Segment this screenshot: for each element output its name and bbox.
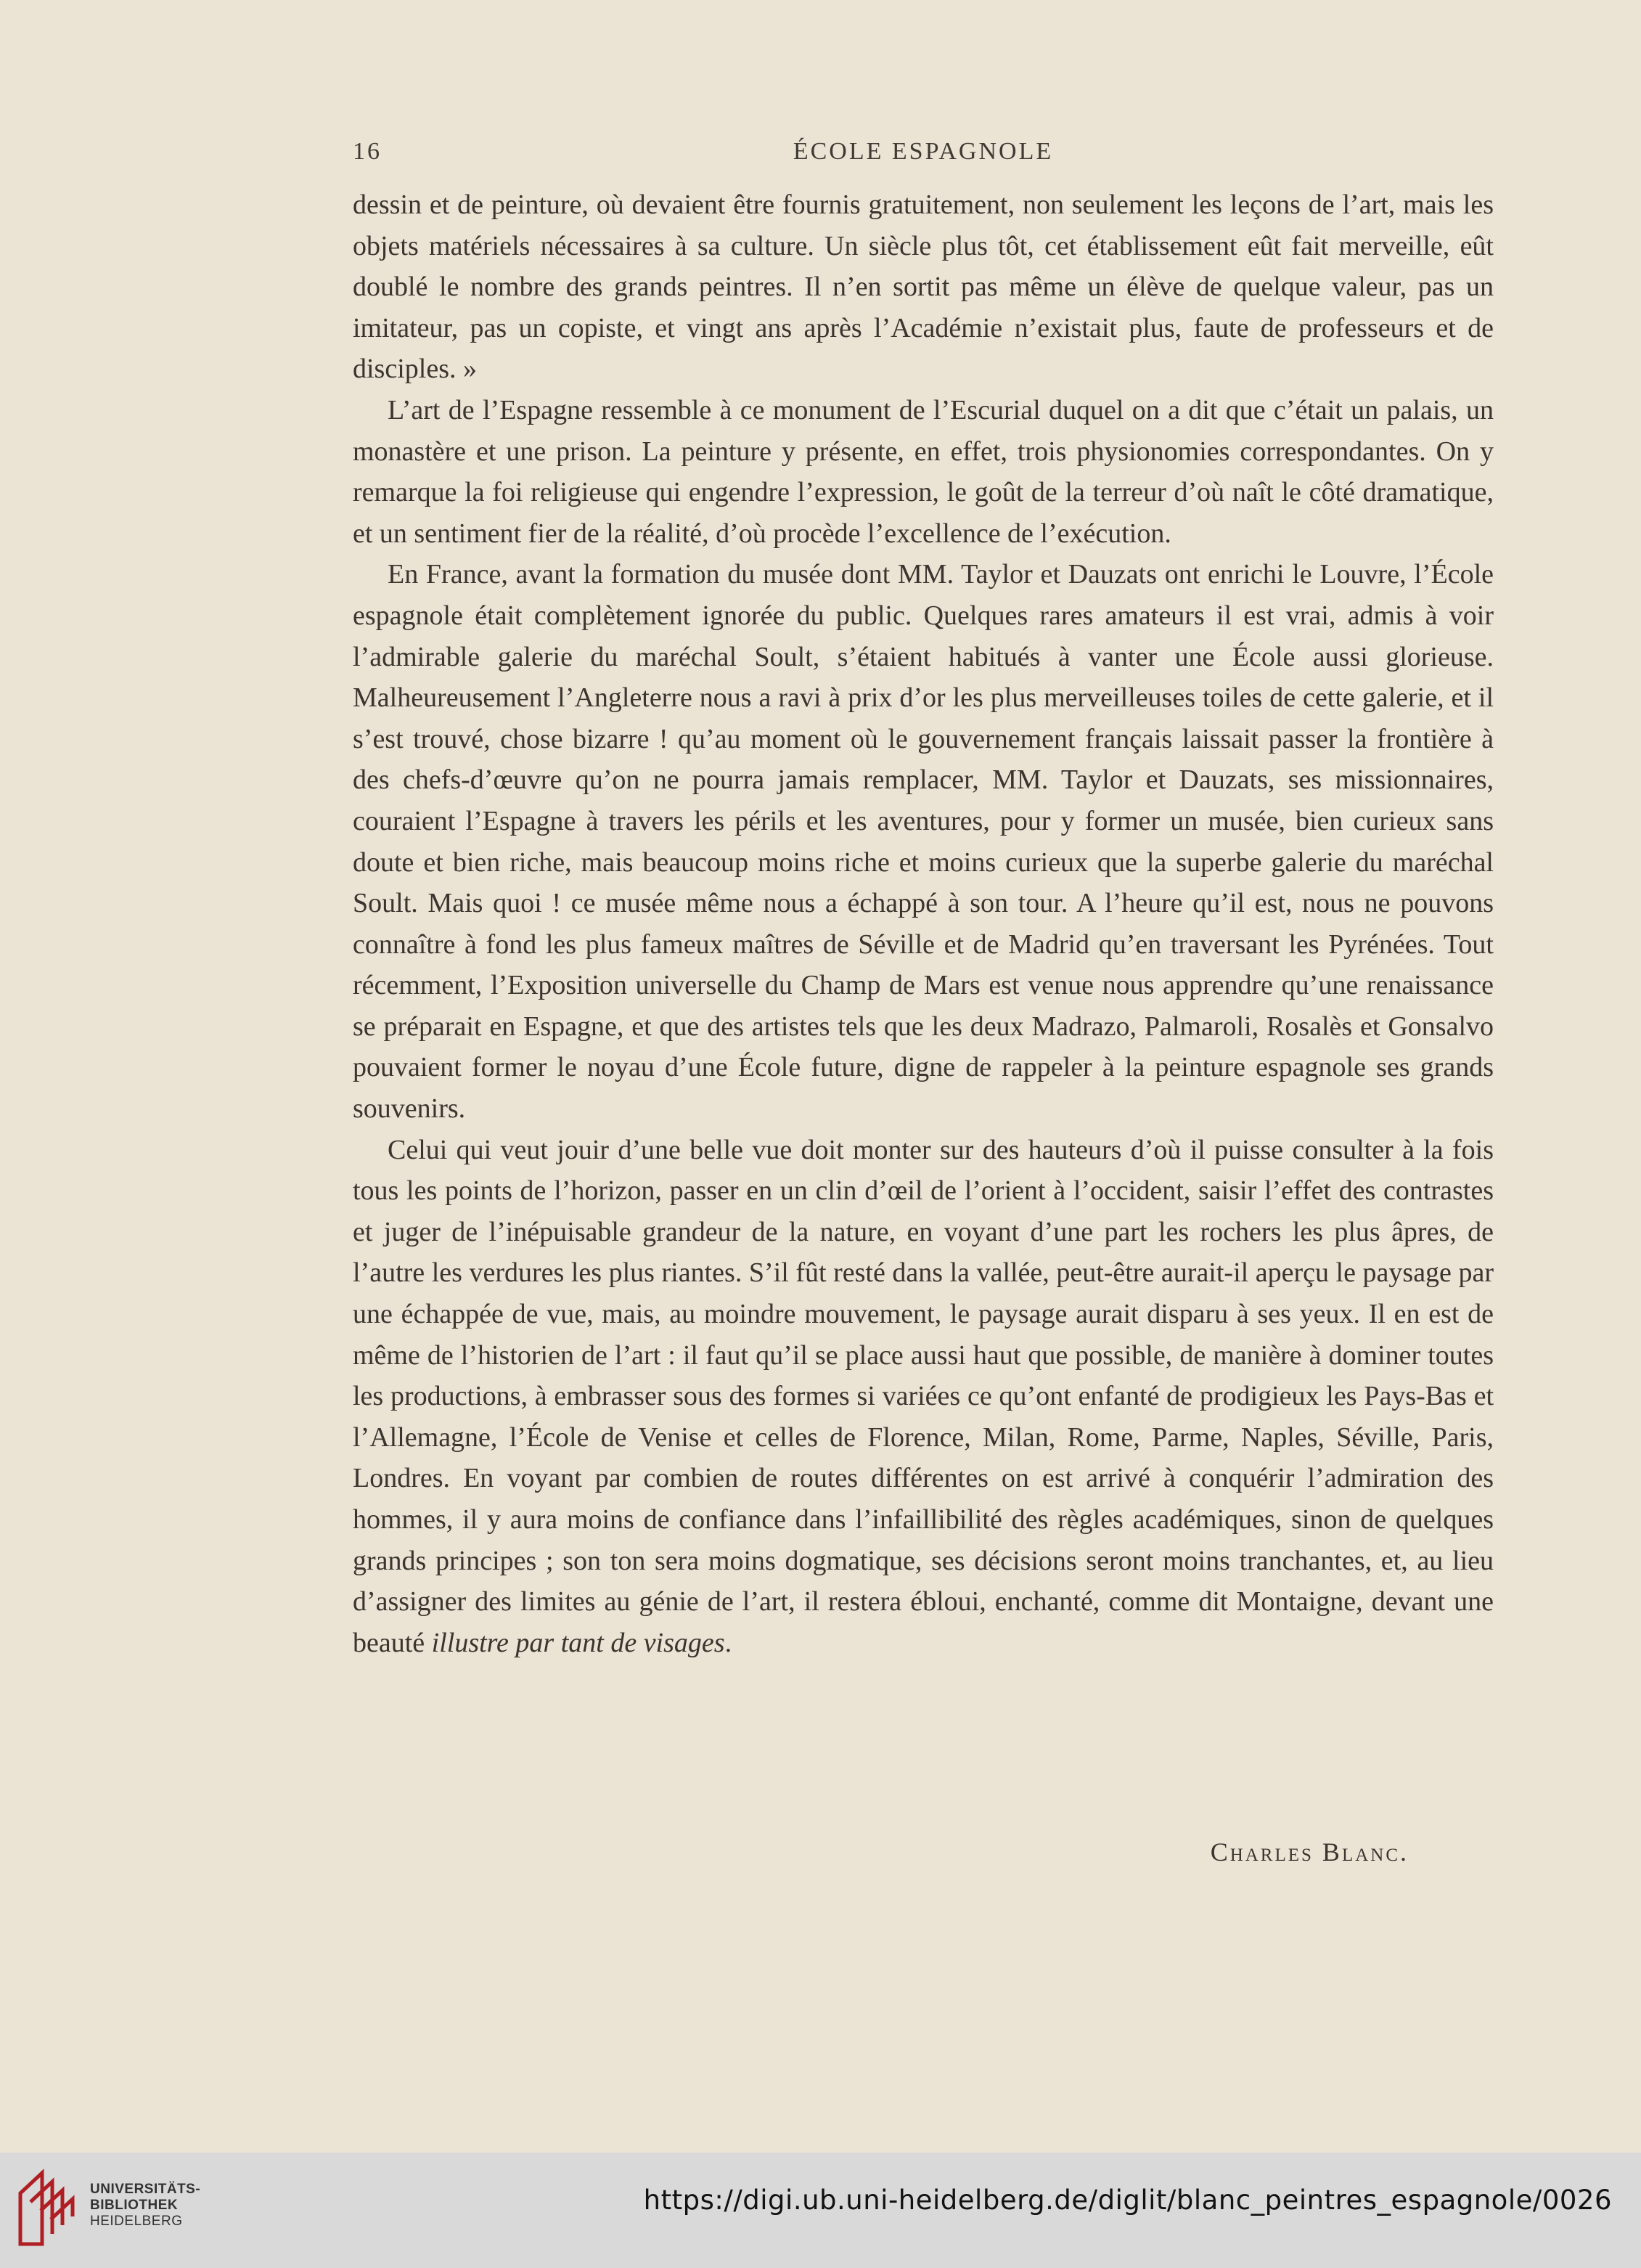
paragraph-4-text: Celui qui veut jouir d’une belle vue doit monter sur des hauteurs d’où il puisse consulter à la fois tous les points de l’horizon, passer en un clin d’œil de l’orient à l’occident, saisir l’effet des contrastes et juger de l’inépuisable grandeur de la nature, en voyant d’une part les rochers les plus âpres, de l’autre les verdures les plus riantes. S’il fût resté dans la vallée, peut-être aurait-il aperçu le paysage par une échappée de vue, mais, au moindre mouvement, le paysage aurait disparu à ses yeux. Il en est de même de l’historien de l’art : il faut qu’il se place aussi haut que possible, de manière à dominer toutes les productions, à embrasser sous des formes si variées ce qu’ont enfanté de prodigieux les Pays-Bas et l’Allemagne, l’École de Venise et celles de Florence, Milan, Rome, Parme, Naples, Séville, Paris, Londres. En voyant par combien de routes différentes on est arrivé à conquérir l’admiration des hommes, il y aura moins de confiance dans l’infaillibilité des règles académiques, sinon de quelques grands principes ; son ton sera moins dogmatique, ses décisions seront moins tranchantes, et, au lieu d’assigner des limites au génie de l’art, il restera ébloui, enchanté, comme dit Montaigne, devant une beauté: [353, 1134, 1494, 1658]
running-title: ÉCOLE ESPAGNOLE: [793, 138, 1054, 165]
library-name: [90, 2182, 200, 2230]
body-text: [353, 184, 1494, 1663]
author-signature: Charles Blanc.: [1210, 1837, 1409, 1867]
paragraph-3: En France, avant la formation du musée dont MM. Taylor et Dauzats ont enrichi le Louvre, l’École espagnole était complètement ignorée du public. Quelques rares amateurs il est vrai, admis à voir l’admirable galerie du maréchal Soult, s’étaient habitués à vanter une École aussi glorieuse. Malheureusement l’Angleterre nous a ravi à prix d’or les plus merveilleuses toiles de cette galerie, et il s’est trouvé, chose bizarre ! qu’au moment où le gouvernement français laissait passer la frontière à des chefs-d’œuvre qu’on ne pourra jamais remplacer, MM. Taylor et Dauzats, ses missionnaires, couraient l’Espagne à travers les périls et les aventures, pour y former un musée, bien curieux sans doute et bien riche, mais beaucoup moins riche et moins curieux que la superbe galerie du maréchal Soult. Mais quoi ! ce musée même nous a échappé à son tour. A l’heure qu’il est, nous ne pouvons connaître à fond les plus fameux maîtres de Séville et de Madrid qu’en traversant les Pyrénées. Tout récemment, l’Exposition universelle du Champ de Mars est venue nous apprendre qu’une renaissance se préparait en Espagne, et que des artistes tels que les deux Madrazo, Palmaroli, Rosalès et Gonsalvo pouvaient former le noyau d’une École future, digne de rappeler à la peinture espagnole ses grands souvenirs.: [353, 559, 1494, 1125]
library-name-line-3: HEIDELBERG: [90, 2214, 183, 2229]
footer-bar: [0, 2153, 1641, 2268]
running-head: [353, 138, 1494, 174]
library-name-line-2: BIBLIOTHEK: [90, 2198, 179, 2213]
paragraph-4-end: .: [724, 1627, 732, 1658]
montaigne-quote: illustre par tant de visages: [431, 1627, 725, 1658]
paragraph-1: dessin et de peinture, où devaient être fournis gratuitement, non seulement les leçons de l’art, mais les objets matériels nécessaires à sa culture. Un siècle plus tôt, cet établissement eût fait merveille, eût doublé le nombre des grands peintres. Il n’en sortit pas même un élève de quelque valeur, pas un imitateur, pas un copiste, et vingt ans après l’Académie n’existait plus, faute de professeurs et de disciples. »: [353, 189, 1494, 385]
paragraph-4: [353, 1130, 1494, 1664]
paragraph-2: L’art de l’Espagne ressemble à ce monument de l’Escurial duquel on a dit que c’était un palais, un monastère et une prison. La peinture y présente, en effet, trois physionomies correspondantes. On y remarque la foi religieuse qui engendre l’expression, le goût de la terreur d’où naît le côté dramatique, et un sentiment fier de la réalité, d’où procède l’excellence de l’exécution.: [353, 394, 1494, 549]
library-name-line-1: UNIVERSITÄTS-: [90, 2182, 201, 2197]
ub-heidelberg-logo-icon: [16, 2169, 83, 2248]
permalink-url[interactable]: https://digi.ub.uni-heidelberg.de/diglit/blanc_peintres_espagnole/0026: [643, 2185, 1612, 2216]
page-number: 16: [353, 138, 382, 165]
